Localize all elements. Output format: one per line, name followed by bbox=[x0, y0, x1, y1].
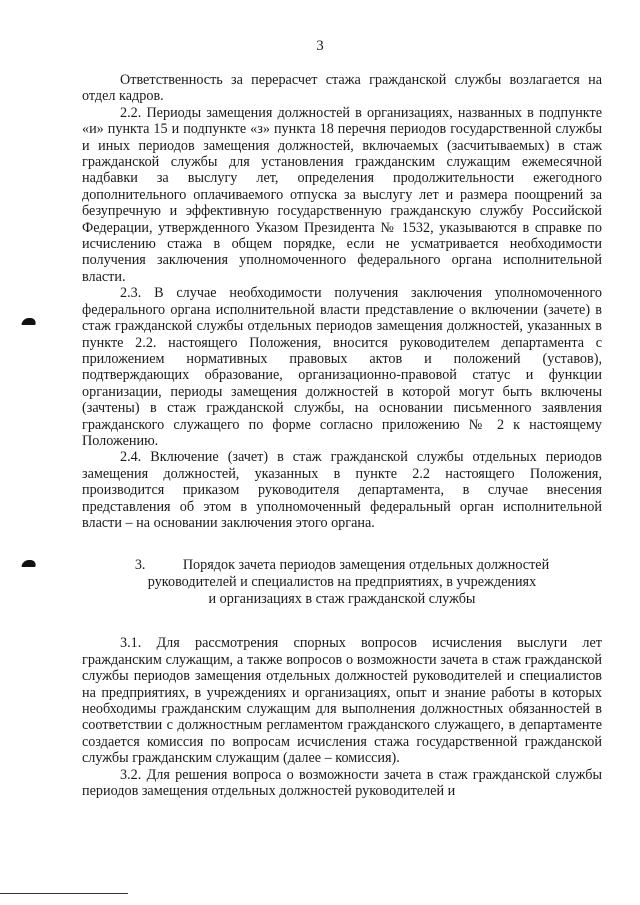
paragraph-3-2: 3.2. Для решения вопроса о возможности зачета в стаж гражданской службы периодов замещения отдельных должностей руководителей и bbox=[82, 766, 602, 800]
scan-mark-lower bbox=[21, 560, 36, 567]
scan-mark-upper bbox=[21, 318, 36, 325]
footnote-rule bbox=[0, 893, 128, 894]
section-3-title-line-2: руководителей и специалистов на предприятиях, в учреждениях bbox=[147, 574, 537, 591]
page-number: 3 bbox=[316, 38, 324, 54]
section-3-heading-line-1 bbox=[82, 557, 602, 574]
document-body bbox=[82, 72, 602, 799]
paragraph-3-1: 3.1. Для рассмотрения спорных вопросов исчисления выслуги лет гражданским служащим, а также вопросов о возможности зачета в стаж гражданской службы периодов замещения отдельных должностей руководителей и специалистов на предприятиях, в учреждениях и организациях, опыт и знание работы в которых необходимы гражданским служащим для выполнения должностных обязанностей в соответствии с должностным регламентом гражданского служащего, в департаменте создается комиссия по вопросам исчисления стажа государственной гражданской службы гражданским служащим (далее – комиссия). bbox=[82, 635, 602, 767]
paragraph-2-2: 2.2. Периоды замещения должностей в организациях, названных в подпункте «и» пункта 15 и подпункте «з» пункта 18 перечня периодов государственной службы и иных периодов замещения должностей, включаемых (засчитываемых) в стаж гражданской службы для установления гражданским служащим ежемесячной надбавки за выслугу лет, определения продолжительности ежегодного дополнительного оплачиваемого отпуска за выслугу лет и размера поощрений за безупречную и эффективную государственную гражданскую службу Российской Федерации, утвержденного Указом Президента № 1532, указываются в справке по исчислению стажа в общем порядке, если не усматривается необходимости получения заключения уполномоченного федерального органа исполнительной власти. bbox=[82, 104, 602, 285]
paragraph-2-3: 2.3. В случае необходимости получения заключения уполномоченного федерального органа исполнительной власти представление о включении (зачете) в стаж гражданской службы отдельных периодов замещения должностей, указанных в пункте 2.2. настоящего Положения, вносится руководителем департамента с приложением нормативных правовых актов и положений (уставов), подтверждающих образование, организационно-правовой статус и функции организации, периоды замещения должностей в которой могут быть включены (зачтены) в стаж гражданской службы, на основании письменного заявления гражданского служащего по форме согласно приложению № 2 к настоящему Положению. bbox=[82, 285, 602, 449]
paragraph-responsibility: Ответственность за перерасчет стажа гражданской службы возлагается на отдел кадров. bbox=[82, 72, 602, 105]
section-3-number: 3. bbox=[134, 557, 146, 574]
section-3-title-line-1: Порядок зачета периодов замещения отдельных должностей bbox=[182, 557, 550, 574]
section-3-title-line-3: и организациях в стаж гражданской службы bbox=[208, 591, 476, 608]
paragraph-2-4: 2.4. Включение (зачет) в стаж гражданской службы отдельных периодов замещения должностей, указанных в пункте 2.2 настоящего Положения, производится приказом руководителя департамента, в случае внесения представления об этом в уполномоченный федеральный орган исполнительной власти – на основании заключения этого органа. bbox=[82, 449, 602, 531]
section-3-heading bbox=[82, 557, 602, 608]
